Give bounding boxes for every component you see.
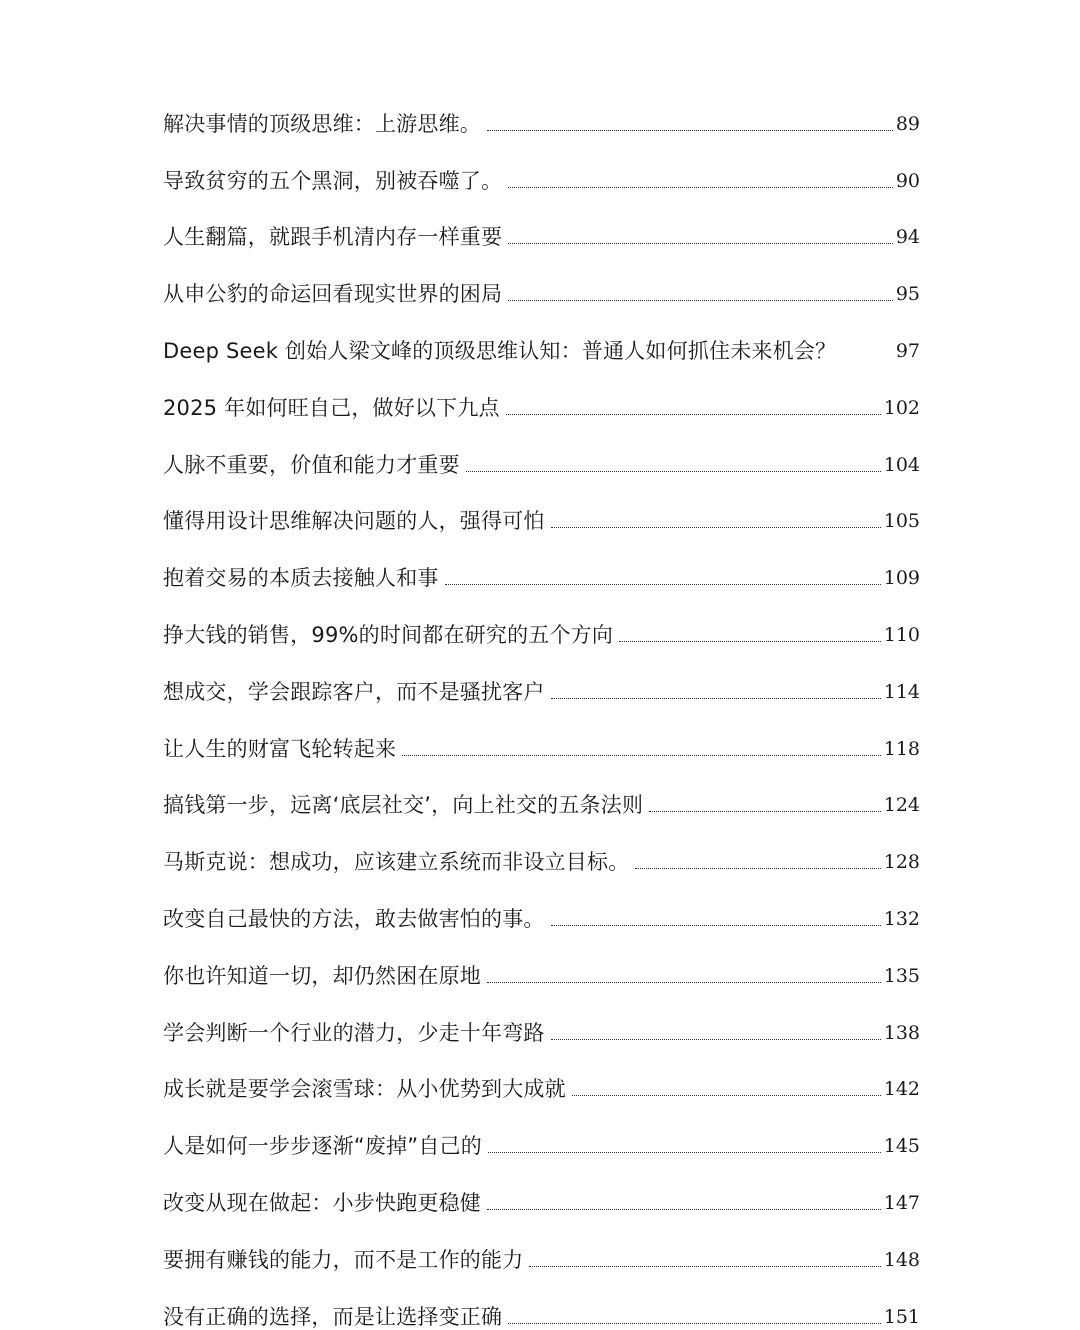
dot-leader (551, 925, 881, 926)
dot-leader (508, 1323, 881, 1324)
entry-title: 马斯克说：想成功，应该建立系统而非设立目标。 (163, 850, 630, 875)
entry-title: 改变自己最快的方法，敢去做害怕的事。 (163, 906, 545, 931)
dot-leader (488, 1152, 881, 1153)
toc-entry[interactable] (163, 364, 920, 421)
entry-page-number: 105 (883, 510, 920, 533)
dot-leader (551, 527, 881, 528)
table-of-contents (163, 80, 920, 1330)
entry-title: 懂得用设计思维解决问题的人，强得可怕 (163, 509, 545, 534)
entry-title: 导致贫穷的五个黑洞，别被吞噬了。 (163, 168, 503, 193)
toc-entry[interactable] (163, 648, 920, 705)
entry-page-number: 102 (883, 396, 920, 419)
dot-leader (508, 243, 893, 244)
toc-entry[interactable] (163, 137, 920, 194)
entry-title: 解决事情的顶级思维：上游思维。 (163, 111, 481, 136)
entry-title: 你也许知道一切，却仍然困在原地 (163, 963, 481, 988)
dot-leader (508, 187, 893, 188)
toc-entry[interactable] (163, 194, 920, 251)
dot-leader (402, 755, 881, 756)
entry-page-number: 104 (883, 453, 920, 476)
dot-leader (635, 868, 880, 869)
entry-page-number: 118 (883, 737, 920, 760)
dot-leader (619, 641, 881, 642)
toc-entry[interactable] (163, 1216, 920, 1273)
entry-title: 想成交，学会跟踪客户，而不是骚扰客户 (163, 679, 545, 704)
toc-entry[interactable] (163, 250, 920, 307)
entry-page-number: 114 (883, 680, 920, 703)
entry-page-number: 124 (883, 794, 920, 817)
dot-leader (466, 471, 881, 472)
entry-title: 搞钱第一步，远离‘底层社交’，向上社交的五条法则 (163, 793, 644, 818)
entry-title: Deep Seek 创始人梁文峰的顶级思维认知：普通人如何抓住未来机会？ (163, 338, 837, 363)
entry-page-number: 132 (883, 907, 920, 930)
entry-title: 人脉不重要，价值和能力才重要 (163, 452, 460, 477)
dot-leader (508, 300, 893, 301)
toc-entry[interactable] (163, 1046, 920, 1103)
dot-leader (529, 1266, 880, 1267)
entry-page-number: 94 (895, 226, 920, 249)
dot-leader (487, 130, 893, 131)
toc-entry[interactable] (163, 307, 920, 364)
dot-leader (445, 584, 881, 585)
toc-entry[interactable] (163, 762, 920, 819)
toc-entry[interactable] (163, 705, 920, 762)
dot-leader (551, 1039, 881, 1040)
toc-entry[interactable] (163, 1102, 920, 1159)
entry-page-number: 147 (883, 1191, 920, 1214)
entry-page-number: 89 (895, 112, 920, 135)
toc-entry[interactable] (163, 591, 920, 648)
toc-entry[interactable] (163, 534, 920, 591)
entry-page-number: 90 (895, 169, 920, 192)
entry-page-number: 110 (883, 623, 920, 646)
entry-title: 人生翻篇，就跟手机清内存一样重要 (163, 225, 503, 250)
entry-page-number: 142 (883, 1078, 920, 1101)
toc-entry[interactable] (163, 1273, 920, 1330)
entry-title: 要拥有赚钱的能力，而不是工作的能力 (163, 1247, 524, 1272)
entry-title: 挣大钱的销售，99%的时间都在研究的五个方向 (163, 622, 614, 647)
toc-entry[interactable] (163, 989, 920, 1046)
entry-title: 人是如何一步步逐渐“废掉”自己的 (163, 1134, 482, 1159)
dot-leader (506, 414, 881, 415)
dot-leader (649, 811, 881, 812)
toc-entry[interactable] (163, 1159, 920, 1216)
toc-entry[interactable] (163, 932, 920, 989)
entry-title: 2025 年如何旺自己，做好以下九点 (163, 395, 500, 420)
entry-page-number: 128 (883, 851, 920, 874)
entry-title: 让人生的财富飞轮转起来 (163, 736, 397, 761)
entry-page-number: 151 (883, 1305, 920, 1328)
dot-leader (572, 1095, 881, 1096)
entry-title: 抱着交易的本质去接触人和事 (163, 566, 439, 591)
entry-page-number: 148 (883, 1248, 920, 1271)
entry-page-number: 97 (895, 339, 920, 362)
dot-leader (487, 1209, 881, 1210)
entry-page-number: 135 (883, 964, 920, 987)
dot-leader (551, 698, 881, 699)
entry-title: 改变从现在做起：小步快跑更稳健 (163, 1190, 481, 1215)
entry-page-number: 109 (883, 567, 920, 590)
entry-title: 学会判断一个行业的潜力，少走十年弯路 (163, 1020, 545, 1045)
entry-title: 没有正确的选择，而是让选择变正确 (163, 1304, 503, 1329)
toc-entry[interactable] (163, 421, 920, 478)
toc-entry[interactable] (163, 478, 920, 535)
entry-title: 成长就是要学会滚雪球：从小优势到大成就 (163, 1077, 566, 1102)
toc-entry[interactable] (163, 818, 920, 875)
entry-page-number: 95 (895, 283, 920, 306)
entry-title: 从申公豹的命运回看现实世界的困局 (163, 282, 503, 307)
entry-page-number: 145 (883, 1135, 920, 1158)
entry-page-number: 138 (883, 1021, 920, 1044)
toc-entry[interactable] (163, 875, 920, 932)
toc-entry[interactable] (163, 80, 920, 137)
dot-leader (487, 982, 881, 983)
